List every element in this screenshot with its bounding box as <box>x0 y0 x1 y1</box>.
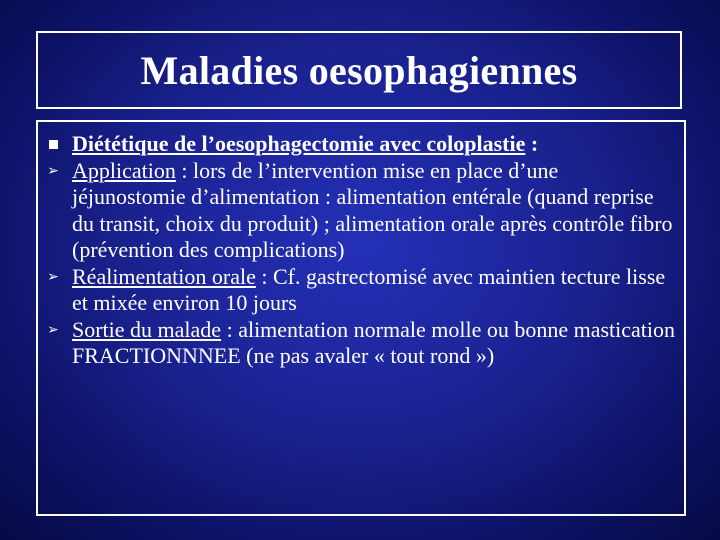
item-heading: Diététique de l’oesophagectomie avec coloplastie <box>72 131 526 156</box>
list-item <box>72 131 677 158</box>
item-text: : Cf. gastrectomisé avec maintien tecture lisse et mixée environ 10 jours <box>72 263 666 315</box>
arrow-bullet-icon: ➢ <box>47 268 59 285</box>
arrow-bullet-icon: ➢ <box>47 321 59 338</box>
square-bullet-icon <box>45 131 61 160</box>
item-heading: Application <box>72 157 176 183</box>
bullet-list <box>47 131 677 370</box>
list-item <box>47 157 677 264</box>
item-text: : alimentation normale molle ou bonne mastication FRACTIONNNEE (ne pas avaler « tout rond ») <box>72 316 676 368</box>
item-heading: Réalimentation orale <box>72 263 256 289</box>
arrow-bullet-icon: ➢ <box>47 162 59 179</box>
item-text: : lors de l’intervention mise en place d’une jéjunostomie d’alimentation : alimentation entérale (quand reprise du transit, choix du produit) ; alimentation orale après contrôle fibro (prévention des complications) <box>72 157 673 262</box>
slide-title: Maladies oesophagiennes <box>140 47 578 93</box>
item-heading: Sortie du malade <box>72 316 222 342</box>
title-frame <box>36 31 682 109</box>
list-item <box>47 263 677 317</box>
item-text: : <box>525 131 539 156</box>
list-item <box>47 316 677 370</box>
